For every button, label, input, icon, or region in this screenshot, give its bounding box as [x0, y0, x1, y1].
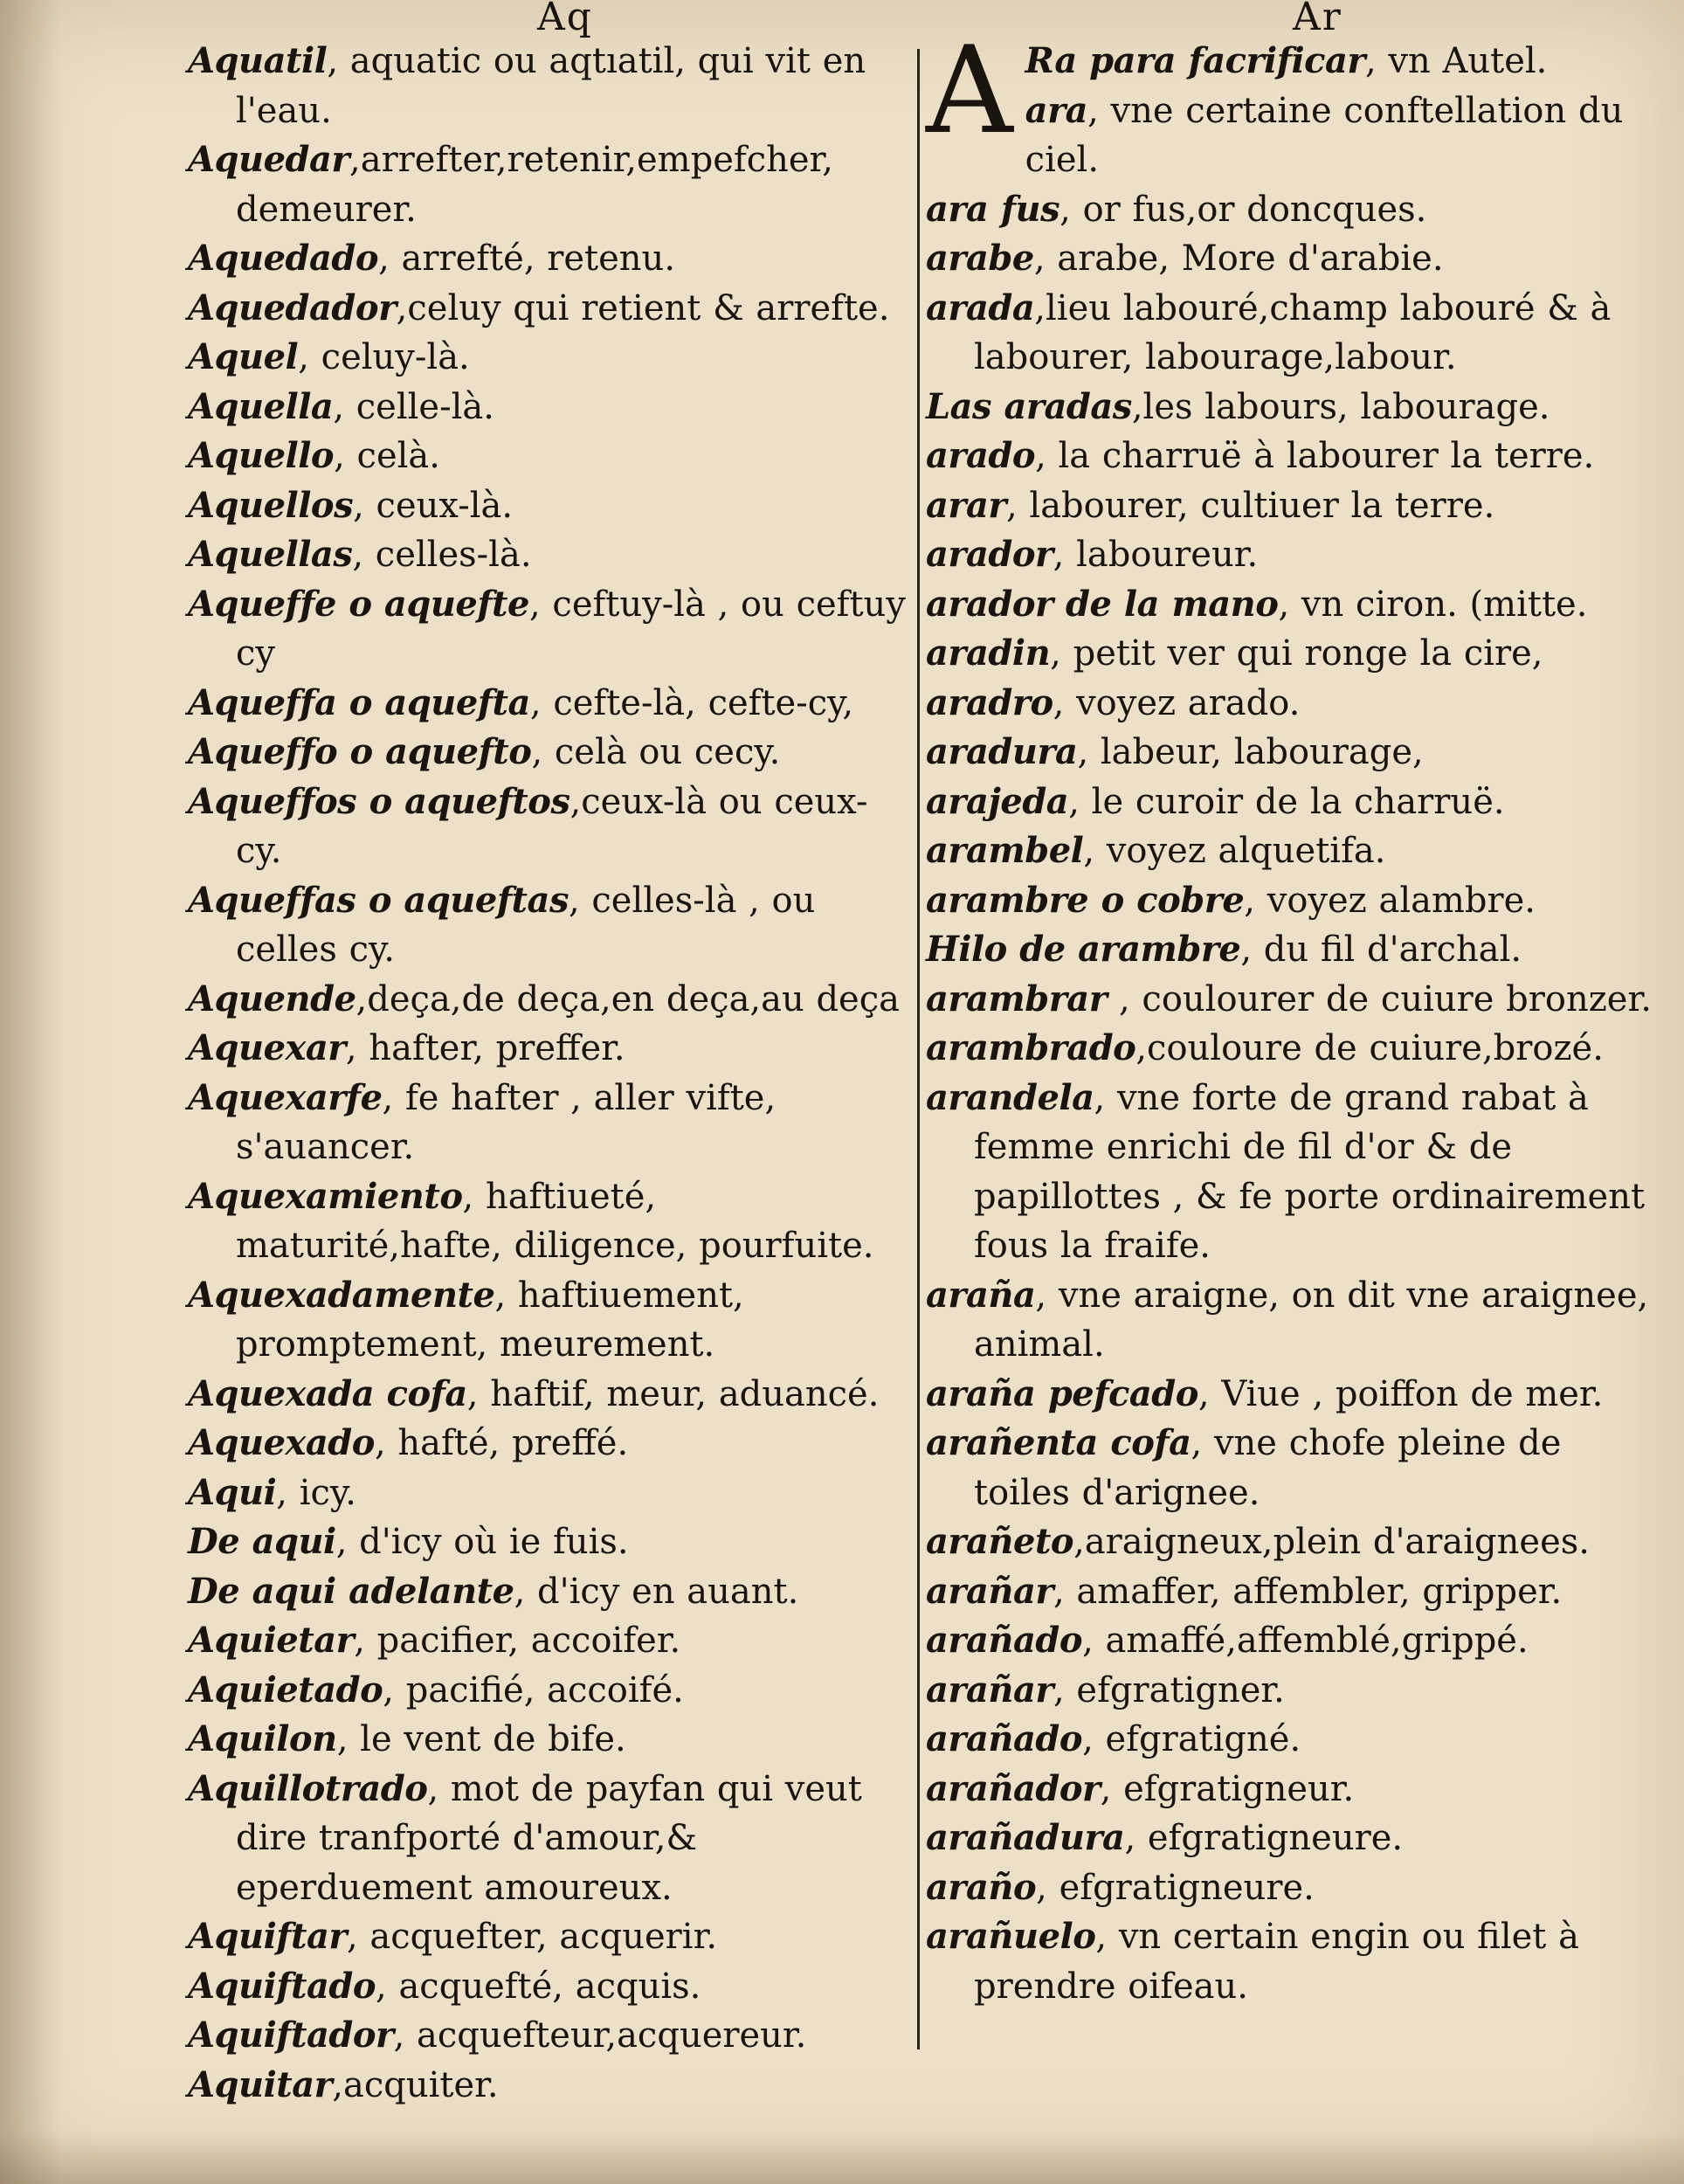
dictionary-entry — [926, 778, 1660, 827]
entry-definition: , voyez arado. — [1052, 682, 1301, 723]
entry-definition: , icy. — [276, 1472, 356, 1513]
dictionary-entry — [188, 1024, 913, 1074]
entry-definition: , hafter, preffer. — [345, 1028, 625, 1068]
entry-headword: arañuelo — [926, 1916, 1096, 1957]
entry-headword: Aquietar — [188, 1620, 355, 1661]
entry-definition: , fe hafter , aller vifte, s'auancer. — [236, 1077, 776, 1167]
entry-definition: , vn Autel. — [1364, 41, 1548, 81]
entry-definition: , la charruë à labourer la terre. — [1035, 436, 1595, 476]
entry-definition: , haftif, meur, aduancé. — [466, 1373, 880, 1414]
dictionary-entry — [188, 728, 913, 778]
entry-headword: Aquiftar — [188, 1916, 347, 1957]
dictionary-entry — [188, 1765, 913, 1913]
dictionary-entry — [926, 1370, 1660, 1420]
entry-headword: Aquedar — [188, 139, 349, 180]
entry-headword: arañeto — [926, 1521, 1074, 1562]
entry-definition: , celà ou cecy. — [531, 732, 781, 772]
dictionary-entry — [926, 1912, 1660, 2011]
entry-definition: , vne chofe pleine de toiles d'arignee. — [974, 1423, 1562, 1513]
entry-headword: Aquietado — [188, 1669, 383, 1711]
column-rule — [917, 49, 920, 2049]
entry-headword: Aqueffa o aquefta — [188, 681, 530, 723]
dictionary-entry — [188, 2061, 913, 2111]
dictionary-entry — [188, 333, 913, 383]
entry-headword: arado — [926, 435, 1036, 476]
entry-headword: Aquatil — [188, 40, 328, 81]
dictionary-entry — [926, 1863, 1660, 1913]
dictionary-entry — [188, 37, 913, 135]
dictionary-entry — [188, 481, 913, 531]
entry-definition: , mot de payfan qui veut dire tranfporté d'amour,& eperduement amoureux. — [236, 1768, 862, 1908]
dictionary-entry — [926, 1517, 1660, 1567]
right-column — [926, 20, 1660, 2011]
dictionary-entry — [188, 432, 913, 481]
entry-definition: , le vent de bife. — [336, 1719, 626, 1759]
entry-definition: , amaffé,affemblé,grippé. — [1082, 1621, 1529, 1661]
entry-headword: Aquellos — [188, 484, 354, 526]
dictionary-entry — [926, 925, 1660, 975]
entry-headword: Hilo de arambre — [926, 929, 1241, 970]
entry-definition: , du fil d'archal. — [1240, 930, 1522, 970]
entry-definition: ,acquiter. — [332, 2064, 499, 2105]
entry-definition: , vne forte de grand rabat à femme enrichi de fil d'or & de papillottes , & fe porte ordinairement fous la fraife. — [974, 1077, 1646, 1266]
entry-headword: Aqueffe o aquefte — [188, 583, 529, 625]
entry-definition: , labeur, labourage, — [1077, 732, 1424, 772]
entry-definition: , vne certaine conftellation du ciel. — [1025, 90, 1624, 180]
entry-definition: , efgratigner. — [1052, 1669, 1285, 1711]
entry-definition: , d'icy où ie fuis. — [335, 1522, 629, 1562]
entry-headword: Aquilon — [188, 1718, 337, 1759]
entry-headword: arañado — [926, 1718, 1083, 1759]
entry-definition: , haftiuement, promptement, meurement. — [236, 1275, 744, 1365]
dictionary-entry — [926, 481, 1660, 531]
entry-headword: arambrado — [926, 1027, 1136, 1068]
entry-definition: ,lieu labouré,champ labouré & à labourer, labourage,labour. — [974, 287, 1612, 377]
entry-headword: aradura — [926, 731, 1078, 772]
entry-headword: Aquexarfe — [188, 1076, 383, 1118]
bottom-edge-shadow — [0, 2132, 1684, 2184]
entry-definition: , vn ciron. (mitte. — [1278, 584, 1588, 625]
entry-headword: Aqueffo o aquefto — [188, 731, 532, 772]
dictionary-entry — [926, 975, 1660, 1025]
dictionary-entry — [926, 1666, 1660, 1716]
entry-headword: Ra para facrificar — [1025, 40, 1365, 81]
dictionary-entry — [926, 1271, 1660, 1370]
entry-definition: , ceftuy-là , ou ceftuy cy — [236, 584, 906, 674]
entry-headword: De aqui — [188, 1521, 336, 1562]
entry-headword: Aqueffos o aqueftos — [188, 780, 570, 822]
entry-definition: ,les labours, labourage. — [1131, 386, 1550, 427]
entry-headword: ara — [1025, 89, 1088, 131]
entry-headword: De aqui adelante — [188, 1570, 514, 1612]
dictionary-entry — [188, 778, 913, 876]
entry-headword: arador — [926, 534, 1053, 575]
dictionary-entry — [188, 530, 913, 580]
entry-definition: ,araigneux,plein d'araignees. — [1073, 1522, 1591, 1562]
entry-definition: , coulourer de cuiure bronzer. — [1107, 978, 1652, 1019]
dictionary-entry — [188, 1567, 913, 1617]
entry-headword: Aquiftador — [188, 2015, 394, 2056]
entry-definition: , d'icy en auant. — [514, 1571, 799, 1612]
entry-headword: arambre o cobre — [926, 879, 1245, 921]
dictionary-entry — [926, 1567, 1660, 1617]
entry-headword: arañar — [926, 1570, 1053, 1612]
entry-headword: araño — [926, 1866, 1037, 1908]
entry-headword: Aquiftado — [188, 1965, 376, 2007]
dictionary-entry — [188, 1666, 913, 1716]
dictionary-entry — [188, 1517, 913, 1567]
dictionary-entry — [188, 1419, 913, 1469]
dictionary-entry — [926, 20, 1660, 185]
entry-definition: , labourer, cultiuer la terre. — [1005, 485, 1495, 526]
entry-definition: , voyez alquetifa. — [1083, 831, 1386, 871]
entry-definition: ,couloure de cuiure,brozé. — [1135, 1028, 1604, 1068]
dictionary-entry — [926, 580, 1660, 630]
dictionary-entry — [926, 1715, 1660, 1765]
dictionary-entry — [926, 234, 1660, 284]
dictionary-entry — [188, 234, 913, 284]
dictionary-entry — [926, 1616, 1660, 1666]
entry-definition: , pacifier, accoifer. — [354, 1621, 681, 1661]
entry-definition: , aquatic ou aqtıatil, qui vit en l'eau. — [236, 41, 866, 131]
entry-headword: Aqui — [188, 1471, 277, 1513]
entry-definition: , hafté, preffé. — [374, 1423, 629, 1463]
dictionary-entry — [926, 679, 1660, 729]
entry-definition: , acquefteur,acquereur. — [393, 2015, 807, 2056]
entry-definition: , efgratigné. — [1082, 1719, 1301, 1759]
entry-headword: Las aradas — [926, 385, 1132, 427]
dictionary-entry — [926, 876, 1660, 926]
entry-definition: , vne araigne, on dit vne araignee, animal. — [974, 1275, 1649, 1365]
dictionary-entry — [926, 383, 1660, 432]
entry-headword: arandela — [926, 1076, 1094, 1118]
dictionary-entry — [188, 1172, 913, 1271]
entry-headword: arañar — [926, 1669, 1053, 1711]
entry-definition: , ceux-là. — [353, 485, 514, 526]
dictionary-entry — [926, 1419, 1660, 1517]
dictionary-entry — [188, 284, 913, 334]
dictionary-entry — [926, 530, 1660, 580]
entry-headword: Aquitar — [188, 2063, 333, 2105]
drop-cap-letter: A — [926, 20, 1013, 161]
entry-headword: aradin — [926, 632, 1051, 674]
left-running-header: Aq — [537, 0, 593, 39]
dictionary-entry — [188, 1715, 913, 1765]
entry-headword: arada — [926, 287, 1035, 328]
entry-definition: ,celuy qui retient & arrefte. — [396, 287, 890, 328]
entry-definition: , celles-là. — [352, 535, 532, 575]
entry-headword: arajeda — [926, 780, 1069, 822]
entry-headword: araña pefcado — [926, 1372, 1198, 1414]
dictionary-entry — [926, 1765, 1660, 1814]
entry-definition: , vn certain engin ou filet à prendre oifeau. — [974, 1917, 1579, 2007]
dictionary-entry — [188, 580, 913, 679]
entry-headword: arar — [926, 484, 1006, 526]
dictionary-entry — [188, 1912, 913, 1962]
entry-definition: , petit ver qui ronge la cire, — [1050, 633, 1543, 674]
entry-headword: arabe — [926, 238, 1034, 279]
entry-definition: ,ceux-là ou ceux-cy. — [236, 781, 868, 871]
entry-headword: arañenta cofa — [926, 1422, 1191, 1463]
entry-definition: , efgratigneur. — [1100, 1768, 1355, 1809]
entry-definition: , acquefter, acquerir. — [346, 1917, 718, 1957]
entry-headword: Aquedado — [188, 238, 379, 279]
gutter-shadow — [0, 0, 61, 2184]
right-running-header: Ar — [1293, 0, 1342, 39]
entry-headword: Aqueffas o aqueftas — [188, 879, 569, 921]
entry-headword: Aquel — [188, 336, 299, 377]
entry-definition: , pacifié, accoifé. — [383, 1669, 684, 1711]
entry-definition: , cefte-là, cefte-cy, — [529, 682, 854, 723]
entry-headword: arador de la mano — [926, 583, 1279, 625]
entry-definition: ,arrefter,retenir,empefcher, demeurer. — [236, 140, 833, 230]
dictionary-entry — [188, 1370, 913, 1420]
dictionary-entry — [188, 2011, 913, 2061]
dictionary-entry — [926, 1074, 1660, 1271]
dictionary-entry — [926, 185, 1660, 235]
entry-headword: Aquende — [188, 978, 356, 1019]
entry-definition: , celuy-là. — [298, 337, 470, 377]
entry-headword: Aquexar — [188, 1027, 346, 1068]
entry-definition: , arrefté, retenu. — [378, 238, 676, 279]
dictionary-entry — [926, 1024, 1660, 1074]
entry-headword: araña — [926, 1274, 1036, 1316]
entry-headword: Aquedador — [188, 287, 397, 328]
entry-definition: , arabe, More d'arabie. — [1033, 238, 1444, 279]
dictionary-entry — [188, 876, 913, 975]
entry-headword: arañadura — [926, 1817, 1125, 1858]
entry-definition: , laboureur. — [1052, 535, 1259, 575]
entry-headword: Aquexadamente — [188, 1274, 495, 1316]
dictionary-entry — [926, 826, 1660, 876]
dictionary-entry — [188, 679, 913, 729]
entry-definition: ,deça,de deça,en deça,au deça — [355, 978, 900, 1019]
dictionary-entry — [926, 629, 1660, 679]
entry-definition: , le curoir de la charruë. — [1068, 781, 1505, 822]
entry-definition: , celle-là. — [333, 386, 494, 427]
entry-headword: aradro — [926, 681, 1053, 723]
dictionary-entry — [188, 1271, 913, 1370]
entry-definition: , acquefté, acquis. — [376, 1966, 701, 2007]
entry-definition: , haftiueté, maturité,hafte, diligence, pourfuite. — [236, 1176, 874, 1266]
entry-headword: Aquella — [188, 385, 334, 427]
dictionary-entry — [188, 383, 913, 432]
dictionary-entry — [188, 1616, 913, 1666]
entry-definition: , amaffer, affembler, gripper. — [1052, 1571, 1563, 1612]
entry-definition: , celles-là , ou celles cy. — [236, 880, 816, 970]
entry-headword: arambel — [926, 830, 1084, 871]
entry-definition: , celà. — [334, 436, 440, 476]
entry-headword: ara fus — [926, 188, 1060, 230]
entry-headword: arañador — [926, 1767, 1101, 1809]
entry-headword: Aquexamiento — [188, 1175, 463, 1217]
entry-headword: Aquexada cofa — [188, 1372, 467, 1414]
left-column — [188, 37, 913, 2110]
dictionary-entry — [188, 1962, 913, 2012]
dictionary-entry — [188, 975, 913, 1025]
entry-definition: , efgratigneure. — [1036, 1867, 1315, 1908]
dictionary-entry — [926, 432, 1660, 481]
entry-definition: , or fus,or doncques. — [1059, 189, 1427, 230]
entry-headword: Aquello — [188, 435, 335, 476]
dictionary-entry — [188, 1469, 913, 1518]
entry-definition: , Viue , poiffon de mer. — [1197, 1373, 1604, 1414]
entry-headword: arañado — [926, 1620, 1083, 1661]
entry-headword: arambrar — [926, 978, 1108, 1019]
dictionary-entry — [926, 1814, 1660, 1863]
entry-headword: Aquellas — [188, 534, 353, 575]
dictionary-entry — [188, 135, 913, 234]
entry-definition: , efgratigneure. — [1124, 1818, 1404, 1858]
dictionary-entry — [926, 728, 1660, 778]
entry-definition: , voyez alambre. — [1244, 880, 1536, 921]
dictionary-entry — [926, 284, 1660, 383]
entry-headword: Aquillotrado — [188, 1767, 428, 1809]
entry-headword: Aquexado — [188, 1422, 375, 1463]
dictionary-entry — [188, 1074, 913, 1172]
